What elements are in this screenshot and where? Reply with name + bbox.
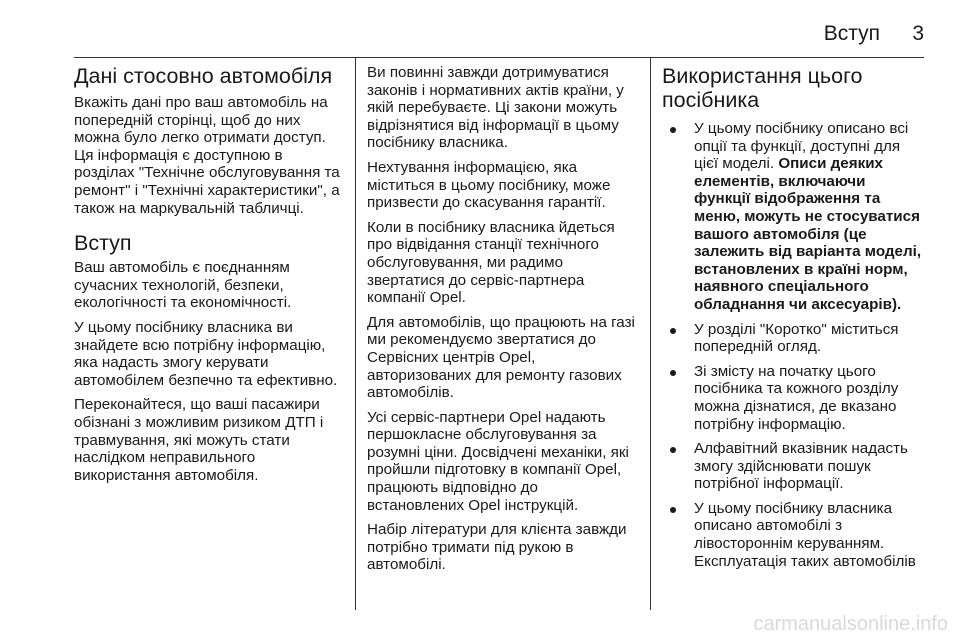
list-item [662, 440, 924, 493]
list-item [662, 363, 924, 433]
laws-paragraph: Ви повинні завжди дотримуватися законів і нормативних актів країни, у якій перебуваєте. Ці закони можуть відрізнятися від інформації в цьому посібнику власника. [367, 64, 624, 152]
warranty-paragraph: Нехтування інформацією, яка міститься в цьому посібнику, може призвести до скасування гарантії. [367, 158, 611, 212]
list-item [662, 500, 924, 570]
bullet-icon [670, 328, 676, 334]
bullet-4-text: Алфавітний вказівник надасть змогу здійснювати пошук потрібної інформації. [694, 440, 908, 493]
bullet-5-text: У цьому посібнику власника описано автомобілі з лівостороннім керуванням. Експлуатація таких автомобілів [694, 499, 916, 570]
page-header [0, 0, 960, 58]
bullet-icon [670, 507, 676, 513]
column-1 [74, 64, 346, 491]
intro-paragraph-3: Переконайтеся, що ваші пасажири обізнані з можливим ризиком ДТП і травмування, які можуть стати наслідком неправильного використання автомобіля. [74, 396, 324, 484]
intro-paragraph-1: Ваш автомобіль є поєднанням сучасних технологій, безпеки, екологічності та економічності. [74, 259, 292, 312]
header-divider [74, 57, 924, 58]
bullet-2-text: У розділі "Коротко" міститься попередній огляд. [694, 320, 899, 356]
bullet-icon [670, 447, 676, 453]
column-divider-1 [355, 58, 356, 610]
intro-heading: Вступ [74, 231, 132, 256]
header-title: Вступ [823, 22, 880, 45]
page-number: 3 [912, 22, 924, 45]
list-item [662, 120, 924, 314]
service-paragraph: Коли в посібнику власника йдеться про відвідання станції технічного обслуговування, ми радимо звертатися до сервіс-партнера компанії Opel. [367, 218, 615, 307]
column-3 [662, 64, 924, 577]
usage-bullet-list [662, 120, 924, 570]
vehicle-data-paragraph: Вкажіть дані про ваш автомобіль на попередній сторінці, щоб до них можна було легко отримати доступ. Ця інформація є доступною в розділах "Технічне обслуговування та ремонт" і "Технічні характеристики", а також на маркувальній табличці. [74, 94, 340, 217]
vehicle-data-heading: Дані стосовно автомобіля [74, 64, 333, 88]
service-partners-paragraph: Усі сервіс-партнери Opel надають першокласне обслуговування за розумні ціни. Досвідчені механіки, які пройшли підготовку в компанії Opel, працюють відповідно до встановлених Opel інструкцій. [367, 408, 629, 514]
gas-vehicles-paragraph: Для автомобілів, що працюють на газі ми рекомендуємо звертатися до Сервісних центрів Opel, авторизованих для ремонту газових автомобілів. [367, 313, 635, 402]
bullet-icon [670, 127, 676, 133]
intro-paragraph-2: У цьому посібнику власника ви знайдете всю потрібну інформацію, яка надасть змогу керувати автомобілем безпечно та ефективно. [74, 318, 338, 389]
column-divider-2 [650, 58, 651, 610]
bullet-1-bold-text: Описи деяких елементів, включаючи функції відображення та меню, можуть не стосуватися вашого автомобіля (це залежить від варіанта моделі, встановлених в країні норм, наявного спеціального обладнання чи аксесуарів). [694, 155, 922, 313]
bullet-icon [670, 370, 676, 376]
watermark: carmanualsonline.info [753, 613, 948, 635]
using-manual-heading: Використання цього посібника [662, 64, 863, 112]
bullet-1-text: У цьому посібнику описано всі опції та функції, доступні для цієї моделі. [694, 120, 909, 173]
literature-paragraph: Набір літератури для клієнта завжди потрібно тримати під рукою в автомобілі. [367, 521, 627, 574]
column-2 [367, 64, 639, 581]
list-item [662, 321, 924, 356]
bullet-3-text: Зі змісту на початку цього посібника та кожного розділу можна дізнатися, де вказано потрібну інформацію. [694, 362, 899, 433]
